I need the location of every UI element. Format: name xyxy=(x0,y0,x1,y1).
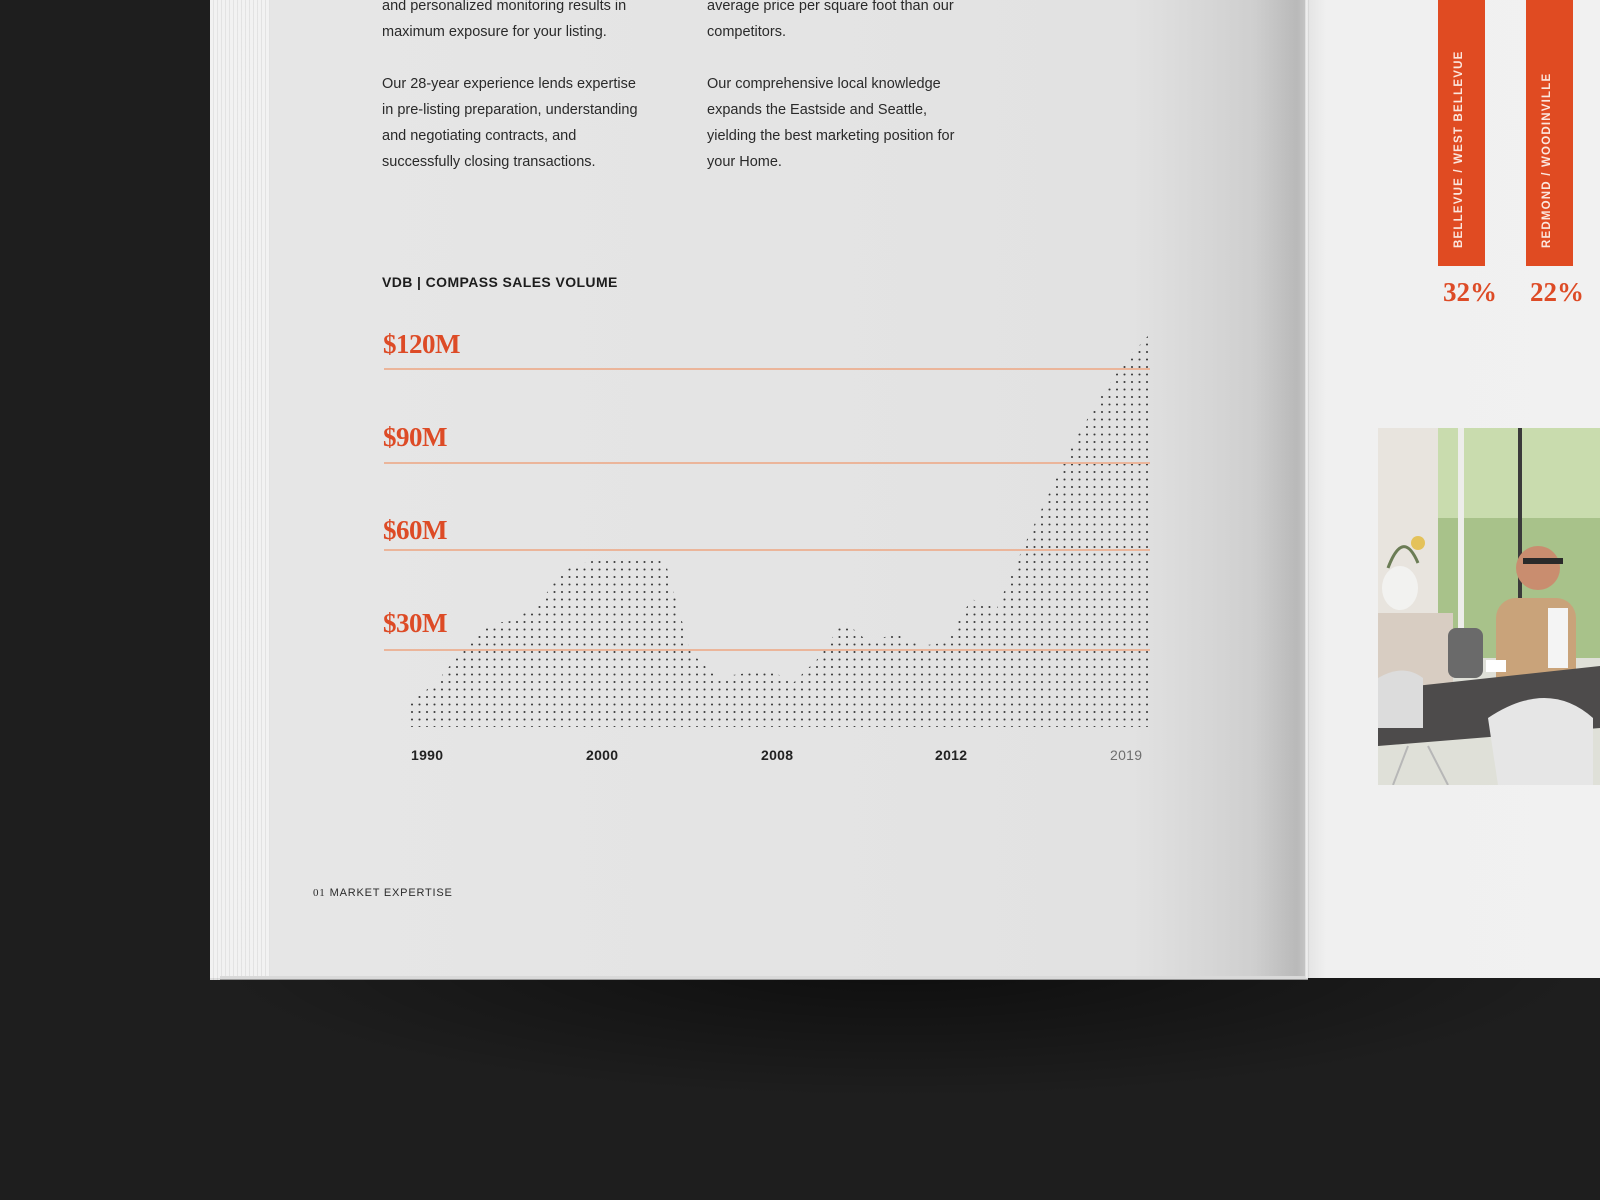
gridline-120m xyxy=(384,368,1150,370)
y-label-90m: $90M xyxy=(383,422,447,452)
paragraph xyxy=(382,71,672,175)
page-stack-bottom xyxy=(220,976,1308,980)
gridline-60m xyxy=(384,549,1150,551)
x-label-2019: 2019 xyxy=(1110,747,1143,763)
sales-volume-area xyxy=(410,334,1150,727)
page-stack-edges xyxy=(210,0,270,980)
x-label-2000: 2000 xyxy=(586,747,619,763)
x-label-1990: 1990 xyxy=(411,747,444,763)
bar-percent-bellevue: 32% xyxy=(1443,277,1497,307)
text-line: successfully closing transactions. xyxy=(382,154,596,170)
bar-label: BELLEVUE / WEST BELLEVUE xyxy=(1453,50,1465,248)
page-footer xyxy=(313,887,453,899)
region-bar-redmond xyxy=(1526,0,1573,266)
text-line: maximum exposure for your listing. xyxy=(382,24,607,40)
text-line: expands the Eastside and Seattle, xyxy=(707,102,928,118)
y-label-30m: $30M xyxy=(383,608,447,638)
section-number: 01 xyxy=(313,887,326,899)
text-line: and personalized monitoring results in xyxy=(382,0,627,14)
region-bar-bellevue xyxy=(1438,0,1485,266)
text-line: in pre-listing preparation, understanding xyxy=(382,102,638,118)
bar-label: REDMOND / WOODINVILLE xyxy=(1541,72,1553,248)
body-column-2 xyxy=(707,0,1007,201)
text-line: your Home. xyxy=(707,154,782,170)
x-label-2008: 2008 xyxy=(761,747,794,763)
y-label-120m: $120M xyxy=(383,329,460,359)
bar-percent-redmond: 22% xyxy=(1530,277,1584,307)
gridline-30m xyxy=(384,649,1150,651)
chart-title: VDB | COMPASS SALES VOLUME xyxy=(382,274,618,290)
y-label-60m: $60M xyxy=(383,515,447,545)
book-shadow xyxy=(200,960,1600,1100)
photo-illustration xyxy=(1378,428,1600,785)
paragraph xyxy=(707,71,1007,175)
paragraph xyxy=(382,0,672,45)
gridline-90m xyxy=(384,462,1150,464)
text-line: average price per square foot than our xyxy=(707,0,954,14)
text-line: and negotiating contracts, and xyxy=(382,128,577,144)
text-line: Our 28-year experience lends expertise xyxy=(382,76,636,92)
x-label-2012: 2012 xyxy=(935,747,968,763)
text-line: Our comprehensive local knowledge xyxy=(707,76,941,92)
chart-area-dotted xyxy=(380,320,1160,740)
section-title: MARKET EXPERTISE xyxy=(329,887,453,899)
body-column-1 xyxy=(382,0,672,201)
paragraph xyxy=(707,0,1007,45)
office-photo xyxy=(1378,428,1600,785)
text-line: yielding the best marketing position for xyxy=(707,128,955,144)
text-line: competitors. xyxy=(707,24,786,40)
